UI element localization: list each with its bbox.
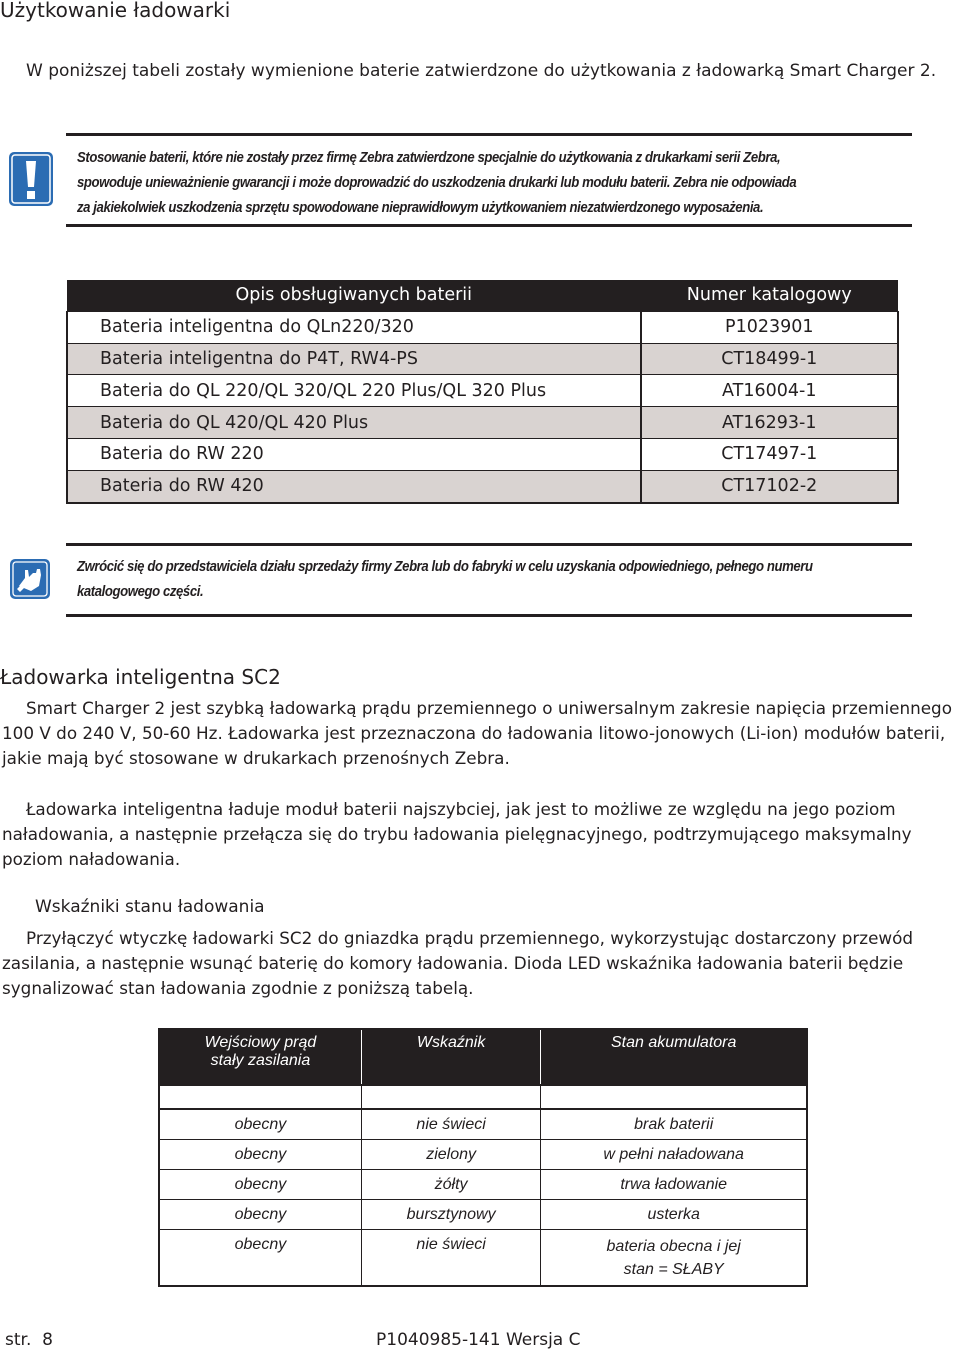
paragraph-line: naładowania, a następnie przełącza się do trybu ładowania pielęgnacyjnego, podtrzymującego maksymalny <box>2 824 912 844</box>
paragraph-2 <box>2 797 960 872</box>
note-line: Zwrócić się do przedstawiciela działu sprzedaży firmy Zebra lub do fabryki w celu uzyskania odpowiedniego, pełnego numeru <box>77 559 813 575</box>
note-bottom-rule <box>66 614 912 617</box>
table-row <box>67 311 898 343</box>
table-row <box>159 1170 807 1200</box>
input-current: obecny <box>159 1200 361 1230</box>
page-number: str. 8 <box>5 1330 53 1350</box>
table-row <box>159 1230 807 1287</box>
battery-state: brak baterii <box>541 1109 807 1140</box>
warning-line: Stosowanie baterii, które nie zostały przez firmę Zebra zatwierdzone specjalnie do użytkowania z drukarkami serii Zebra, <box>77 150 781 166</box>
battery-state: w pełni naładowana <box>541 1140 807 1170</box>
battery-description: Bateria do RW 220 <box>67 438 641 470</box>
warning-line: spowoduje unieważnienie gwarancji i może doprowadzić do uszkodzenia drukarki lub modułu baterii. Zebra nie odpowiada <box>77 175 797 191</box>
spacer-row <box>159 1085 807 1109</box>
catalog-number: AT16004-1 <box>641 375 898 407</box>
table-row <box>67 343 898 375</box>
input-current: obecny <box>159 1170 361 1200</box>
paragraph-line: zasilania, a następnie wsunąć baterię do komory ładowania. Dioda LED wskaźnika ładowania baterii będzie <box>2 953 904 973</box>
column-header <box>361 1029 541 1085</box>
warning-bottom-rule <box>66 224 912 227</box>
column-header: Numer katalogowy <box>641 280 898 311</box>
paragraph-line: Smart Charger 2 jest szybką ładowarką prądu przemiennego o uniwersalnym zakresie napięcia przemiennego <box>26 698 952 718</box>
state-line: bateria obecna i jej <box>606 1237 741 1255</box>
exclamation-icon <box>8 151 54 207</box>
catalog-number: AT16293-1 <box>641 407 898 439</box>
battery-state <box>541 1230 807 1287</box>
indicator: zielony <box>361 1140 541 1170</box>
battery-description: Bateria do QL 220/QL 320/QL 220 Plus/QL 320 Plus <box>67 375 641 407</box>
paragraph-line: Ładowarka inteligentna ładuje moduł baterii najszybciej, jak jest to możliwe ze względu na jego poziom <box>26 799 896 819</box>
catalog-number: CT17102-2 <box>641 470 898 502</box>
battery-description: Bateria inteligentna do QLn220/320 <box>67 311 641 343</box>
table-row <box>159 1140 807 1170</box>
battery-description: Bateria inteligentna do P4T, RW4-PS <box>67 343 641 375</box>
table-row <box>67 375 898 407</box>
header-line: Wejściowy prąd <box>204 1034 317 1051</box>
battery-state: usterka <box>541 1200 807 1230</box>
indicator: nie świeci <box>361 1230 541 1287</box>
section-title: Ładowarka inteligentna SC2 <box>0 665 281 689</box>
battery-table <box>66 280 899 504</box>
catalog-number: P1023901 <box>641 311 898 343</box>
input-current: obecny <box>159 1109 361 1140</box>
state-line: stan = SŁABY <box>623 1260 724 1278</box>
led-status-table <box>158 1028 808 1287</box>
battery-description: Bateria do QL 420/QL 420 Plus <box>67 407 641 439</box>
note-hand-icon <box>9 558 51 600</box>
paragraph-line: jakie mają być stosowane w drukarkach przenośnych Zebra. <box>2 748 510 768</box>
indicator: bursztynowy <box>361 1200 541 1230</box>
header-line: stały zasilania <box>210 1052 311 1069</box>
paragraph-line: 100 V do 240 V, 50-60 Hz. Ładowarka jest przeznaczona do ładowania litowo-jonowych (Li-ion) modułów baterii, <box>2 723 946 743</box>
catalog-number: CT18499-1 <box>641 343 898 375</box>
table-row <box>67 470 898 502</box>
table-row <box>159 1109 807 1140</box>
paragraph-line: sygnalizować stan ładowania zgodnie z poniższą tabelą. <box>2 978 474 998</box>
note-top-rule <box>66 543 912 546</box>
intro-text: W poniższej tabeli zostały wymienione baterie zatwierdzone do użytkowania z ładowarką Smart Charger 2. <box>26 61 937 81</box>
table-row <box>159 1200 807 1230</box>
subsection-title: Wskaźniki stanu ładowania <box>35 897 265 917</box>
table-header-row <box>67 280 898 311</box>
warning-line: za jakiekolwiek uszkodzenia sprzętu spowodowane nieprawidłowym użytkowaniem niezatwierdzonego wyposażenia. <box>77 200 764 216</box>
page-heading: Użytkowanie ładowarki <box>0 0 231 22</box>
paragraph-line: poziom naładowania. <box>2 849 181 869</box>
note-line: katalogowego części. <box>77 584 204 600</box>
paragraph-3 <box>2 926 960 1001</box>
warning-text <box>77 146 796 221</box>
header-line: Stan akumulatora <box>610 1034 737 1051</box>
paragraph-line: Przyłączyć wtyczkę ładowarki SC2 do gniazdka prądu przemiennego, wykorzystując dostarczony przewód <box>26 928 914 948</box>
catalog-number: CT17497-1 <box>641 438 898 470</box>
table-row <box>67 407 898 439</box>
note-text <box>77 555 813 605</box>
column-header <box>541 1029 807 1085</box>
battery-state: trwa ładowanie <box>541 1170 807 1200</box>
header-line: Wskaźnik <box>416 1034 486 1051</box>
table-header-row <box>159 1029 807 1085</box>
battery-description: Bateria do RW 420 <box>67 470 641 502</box>
document-id: P1040985-141 Wersja C <box>376 1330 581 1350</box>
warning-top-rule <box>66 133 912 136</box>
indicator: żółty <box>361 1170 541 1200</box>
column-header: Opis obsługiwanych baterii <box>67 280 641 311</box>
table-row <box>67 438 898 470</box>
input-current: obecny <box>159 1140 361 1170</box>
paragraph-1 <box>2 696 960 771</box>
input-current: obecny <box>159 1230 361 1287</box>
indicator: nie świeci <box>361 1109 541 1140</box>
column-header <box>159 1029 361 1085</box>
